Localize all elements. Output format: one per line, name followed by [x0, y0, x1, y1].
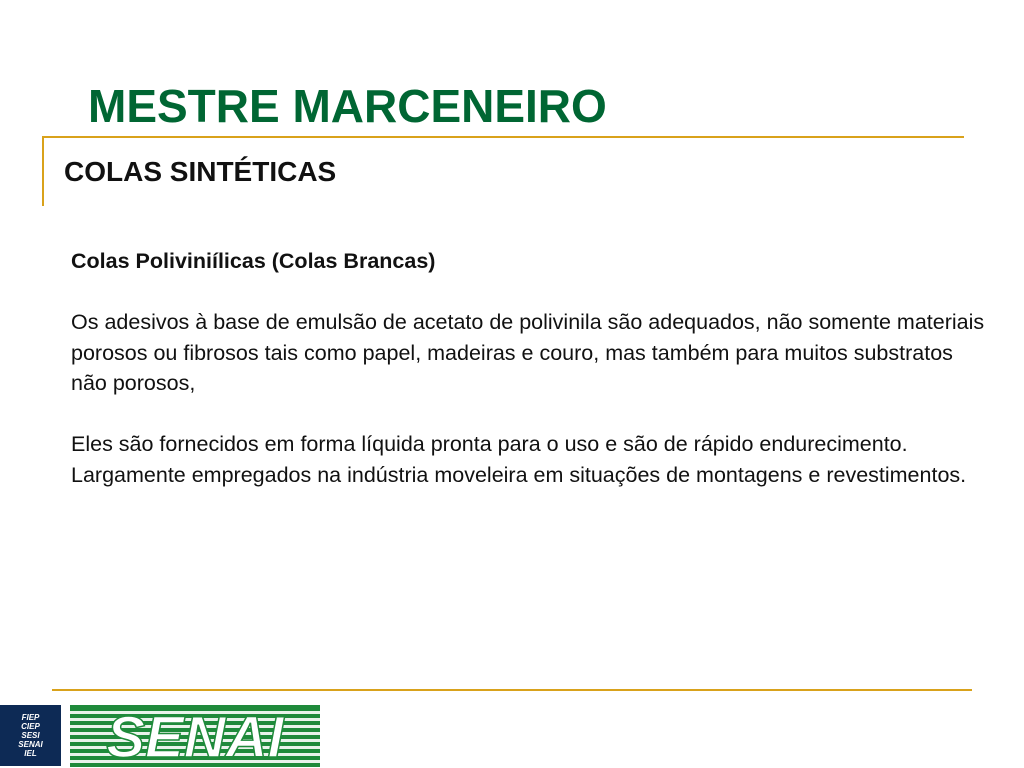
- fiep-logo-line: SESI: [21, 731, 40, 740]
- fiep-logo-line: IEL: [24, 749, 37, 758]
- body-paragraph-1: Os adesivos à base de emulsão de acetato de polivinila são adequados, não somente materiais porosos ou fibrosos tais como papel, madeiras e couro, mas também para muitos substratos não porosos,: [71, 310, 985, 395]
- body-paragraph-2: Eles são fornecidos em forma líquida pronta para o uso e são de rápido endurecimento. Largamente empregados na indústria moveleira em situações de montagens e revestimentos.: [71, 432, 967, 487]
- senai-logo-text: SENAI: [106, 705, 284, 767]
- fiep-logo-line: CIEP: [21, 722, 40, 731]
- slide-body: [71, 246, 991, 521]
- body-heading: Colas Poliviniílicas (Colas Brancas): [71, 249, 436, 273]
- senai-logo: [70, 705, 320, 767]
- title-divider: [42, 136, 964, 138]
- slide-subtitle: COLAS SINTÉTICAS: [64, 156, 337, 187]
- fiep-logo-line: FIEP: [21, 713, 40, 722]
- title-divider-vertical: [42, 136, 44, 206]
- footer-divider: [52, 689, 972, 691]
- fiep-system-logo: [0, 705, 61, 766]
- fiep-logo-line: SENAI: [18, 740, 43, 749]
- slide-title: MESTRE MARCENEIRO: [88, 80, 607, 132]
